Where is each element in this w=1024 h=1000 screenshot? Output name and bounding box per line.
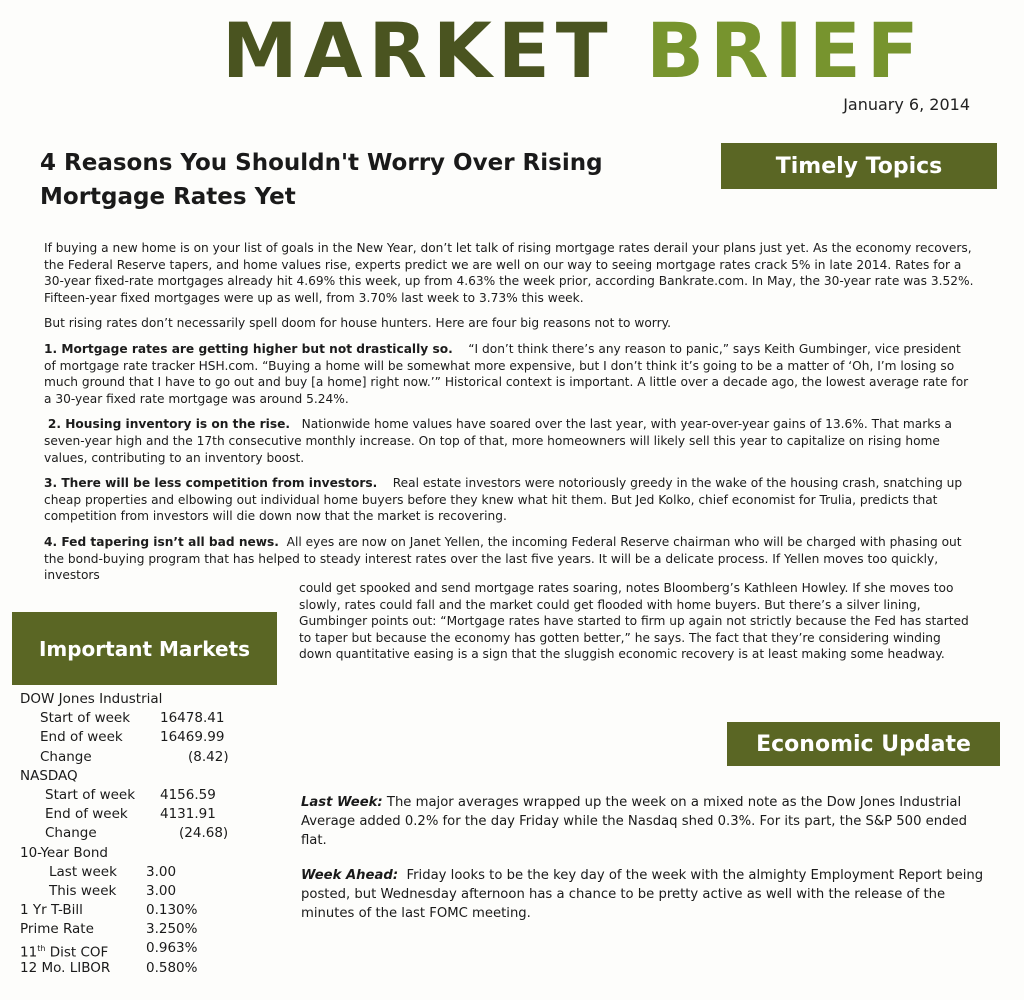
market-label: End of week: [40, 729, 123, 746]
market-row-cof: [20, 939, 220, 961]
market-row: [20, 824, 229, 843]
market-group-bond: [20, 844, 220, 863]
market-value: 0.580%: [146, 959, 198, 976]
market-value: (24.68): [179, 825, 229, 842]
masthead-word-brief: BRIEF: [646, 6, 925, 95]
market-label: Change: [45, 825, 97, 842]
markets-table: [20, 690, 229, 978]
last-week-text: The major averages wrapped up the week on a mixed note as the Dow Jones Industrial Average added 0.2% for the day Friday while the Nasdaq shed 0.3%. For its part, the S&P 500 ended flat.: [301, 795, 967, 848]
market-row: [20, 709, 225, 728]
market-label: Last week: [49, 863, 117, 880]
reason-4-title: 4. Fed tapering isn’t all bad news.: [44, 534, 279, 549]
reason-2-title: 2. Housing inventory is on the rise.: [47, 417, 291, 432]
market-label: 10-Year Bond: [20, 844, 108, 861]
market-label: DOW Jones Industrial: [20, 691, 163, 707]
market-group-dow: [20, 690, 220, 709]
market-row-prime: [20, 920, 220, 939]
market-label: NASDAQ: [20, 767, 78, 784]
market-value: 3.00: [146, 863, 177, 880]
cof-label-number: 11: [20, 944, 38, 961]
market-label: This week: [49, 882, 117, 899]
market-value: 4131.91: [160, 806, 216, 823]
reason-4-continued: could get spooked and send mortgage rates soaring, notes Bloomberg’s Kathleen Howley. If she moves too slowly, rates could fall and the market could get flooded with home buyers. But there’s a silver lining, Gumbinger points out: “Mortgage rates have started to firm up again not strictly because the Fed has started to taper but because the economy has gotten better,” he says. The fact that they’re considering winding down quantitative easing is a sign that the sluggish economic recovery is at least making some headway.: [299, 581, 969, 662]
week-ahead-paragraph: [301, 866, 991, 923]
market-label: End of week: [45, 806, 128, 823]
market-value: 3.250%: [146, 921, 198, 938]
market-label: Start of week: [45, 786, 136, 803]
reason-1-title: 1. Mortgage rates are getting higher but not drastically so.: [44, 341, 453, 356]
reason-1-text: “I don’t think there’s any reason to panic,” says Keith Gumbinger, vice president of mortgage rate tracker HSH.com. “Buying a home will be somewhat more expensive, but I don’t think it’s going to be a matter of ‘Oh, I’m losing so much ground that I have to go out and buy [a home] right now.’” Historical context is important. A little over a decade ago, the lowest average rate for a 30-year fixed rate mortgage was around 5.24%.: [44, 341, 969, 406]
market-value: 3.00: [146, 882, 177, 899]
masthead-word-market: MARKET: [222, 6, 614, 95]
cof-label-text: Dist COF: [45, 944, 109, 961]
reason-4-text-a: All eyes are now on Janet Yellen, the incoming Federal Reserve chairman who will be charged with phasing out the bond-buying program that has helped to steady interest rates over the last five years. It will be a delicate process. If Yellen moves too quickly, investors: [44, 534, 962, 583]
important-markets-header: Important Markets: [12, 612, 277, 685]
week-ahead-text: Friday looks to be the key day of the week with the almighty Employment Report being posted, but Wednesday afternoon has a chance to be pretty active as well with the release of the minutes of the last FOMC meeting.: [301, 868, 984, 921]
economic-update-header: Economic Update: [727, 722, 1000, 766]
timely-topics-header: Timely Topics: [721, 143, 997, 189]
market-value: (8.42): [188, 748, 229, 765]
headline-line-2: Mortgage Rates Yet: [40, 184, 296, 210]
market-value: 16478.41: [160, 710, 225, 727]
economic-update-body: [301, 793, 991, 939]
article-headline: [40, 146, 730, 214]
reason-2-text: Nationwide home values have soared over the last year, with year-over-year gains of 13.6%. That marks a seven-year high and the 17th consecutive monthly increase. On top of that, more homeowners will likely sell this year to capitalize on rising home values, contributing to an inventory boost.: [44, 417, 953, 465]
reason-2: [44, 416, 976, 466]
market-row: [20, 728, 225, 747]
issue-date: January 6, 2014: [843, 95, 970, 114]
cof-label-suffix: th: [37, 944, 46, 954]
market-label: Start of week: [40, 710, 131, 727]
masthead-title: [222, 8, 925, 94]
market-value: 16469.99: [160, 729, 225, 746]
week-ahead-label: Week Ahead:: [301, 868, 399, 883]
reason-1: [44, 341, 976, 407]
market-group-nasdaq: [20, 767, 220, 786]
market-row-libor: [20, 959, 220, 978]
market-label: Change: [40, 748, 92, 765]
reason-3-text: Real estate investors were notoriously greedy in the wake of the housing crash, snatching up cheap properties and elbowing out individual home buyers before they knew what hit them. But Jed Kolko, chief economist for Trulia, predicts that competition from investors will die down now that the market is recovering.: [44, 476, 963, 524]
market-label: 12 Mo. LIBOR: [20, 959, 111, 976]
article-body: [44, 240, 976, 593]
market-row: [20, 863, 220, 882]
market-value: 4156.59: [160, 786, 216, 803]
reason-3: [44, 475, 976, 525]
market-row: [20, 882, 220, 901]
last-week-paragraph: [301, 793, 991, 850]
market-row: [20, 786, 220, 805]
market-value: 0.130%: [146, 902, 198, 919]
market-label: 1 Yr T-Bill: [20, 902, 83, 919]
last-week-label: Last Week:: [301, 795, 383, 810]
market-label: Prime Rate: [20, 921, 94, 938]
reason-4: [44, 534, 976, 584]
reason-3-title: 3. There will be less competition from investors.: [44, 476, 378, 491]
market-row: [20, 748, 229, 767]
article-intro: If buying a new home is on your list of goals in the New Year, don’t let talk of rising mortgage rates derail your plans just yet. As the economy recovers, the Federal Reserve tapers, and home values rise, experts predict we are well on our way to seeing mortgage rates crack 5% in late 2014. Rates for a 30-year fixed-rate mortgages already hit 4.69% this week, up from 4.63% the week prior, according Bankrate.com. In May, the 30-year rate was 3.52%. Fifteen-year fixed mortgages were up as well, from 3.70% last week to 3.73% this week.: [44, 241, 974, 305]
article-transition: But rising rates don’t necessarily spell doom for house hunters. Here are four big reasons not to worry.: [44, 316, 671, 331]
headline-line-1: 4 Reasons You Shouldn't Worry Over Rising: [40, 150, 603, 176]
market-row-tbill: [20, 901, 220, 920]
market-row: [20, 805, 220, 824]
market-value: 0.963%: [146, 940, 198, 957]
